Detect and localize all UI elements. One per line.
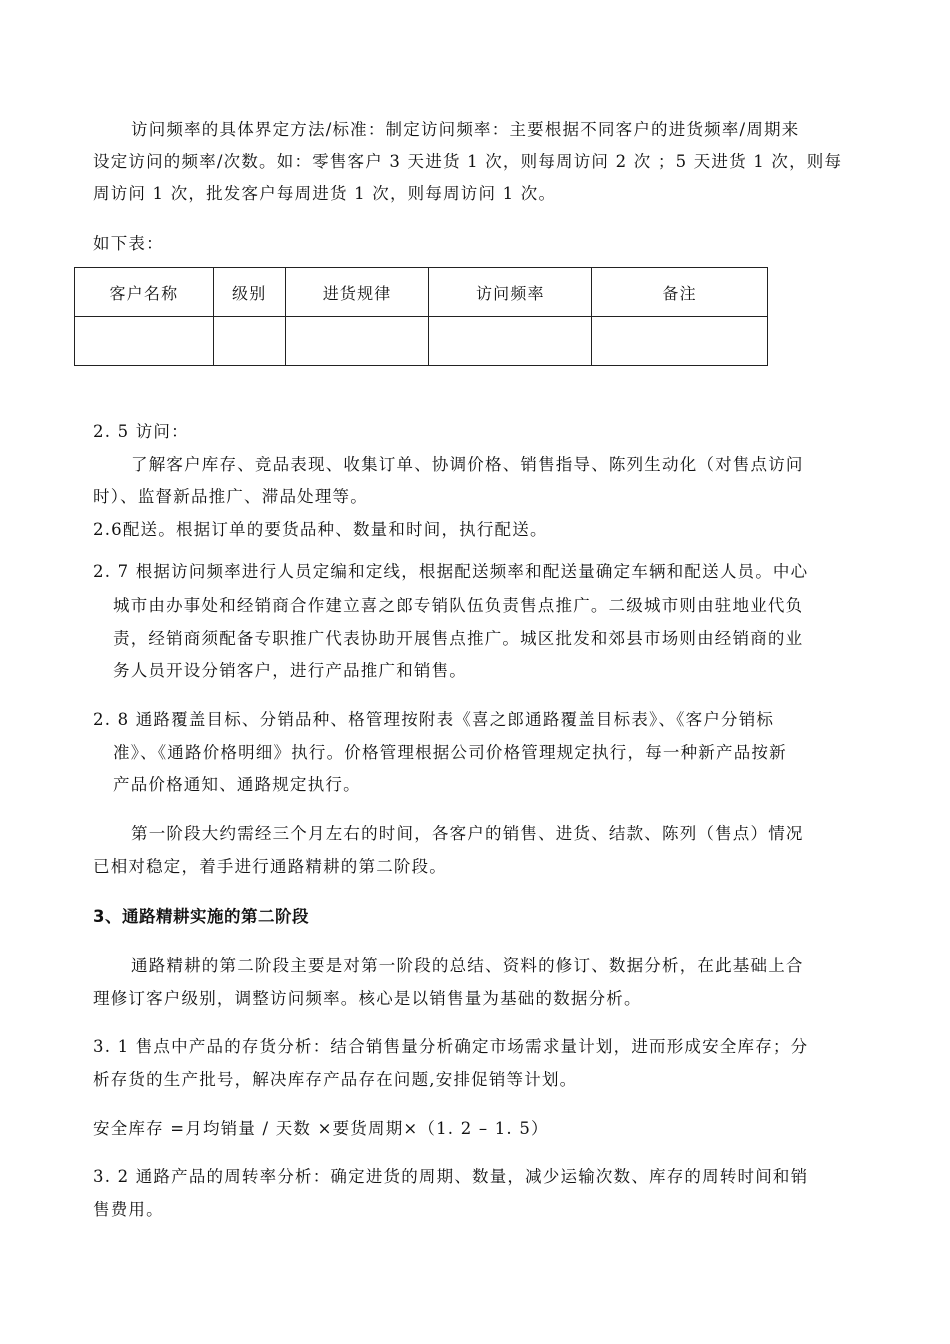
- section-2-8-line-2: 准》、《通路价格明细》执行。价格管理根据公司价格管理规定执行，每一种新产品按新: [113, 743, 787, 762]
- header-level: 级别: [213, 268, 285, 317]
- safety-stock-formula: 安全库存 =月均销量 / 天数 ×要货周期×（1. 2 – 1. 5）: [93, 1119, 549, 1138]
- section-3-intro-line-1: 通路精耕的第二阶段主要是对第一阶段的总结、资料的修订、数据分析，在此基础上合: [131, 956, 804, 975]
- section-3-1-line-1: 3. 1 售点中产品的存货分析：结合销售量分析确定市场需求量计划，进而形成安全库存；分: [93, 1037, 809, 1056]
- section-2-7-line-4: 务人员开设分销客户，进行产品推广和销售。: [113, 661, 467, 680]
- section-3-heading: 3、通路精耕实施的第二阶段: [93, 907, 309, 926]
- table-cell: [75, 317, 214, 366]
- section-2-7-line-3: 责，经销商须配备专职推广代表协助开展售点推广。城区批发和郊县市场则由经销商的业: [113, 629, 804, 648]
- stage-1-summary-line-1: 第一阶段大约需经三个月左右的时间，各客户的销售、进货、结款、陈列（售点）情况: [131, 824, 804, 843]
- header-visit-frequency: 访问频率: [429, 268, 592, 317]
- section-2-8-line-1: 2. 8 通路覆盖目标、分销品种、格管理按附表《喜之郎通路覆盖目标表》、《客户分销标: [93, 710, 775, 729]
- table-cell: [592, 317, 768, 366]
- section-2-5-line-2: 时）、监督新品推广、滞品处理等。: [93, 487, 368, 506]
- stage-1-summary-line-2: 已相对稳定，着手进行通路精耕的第二阶段。: [93, 857, 447, 876]
- section-2-7-line-1: 2. 7 根据访问频率进行人员定编和定线，根据配送频率和配送量确定车辆和配送人员。中心: [93, 562, 809, 581]
- section-2-8-line-3: 产品价格通知、通路规定执行。: [113, 775, 361, 794]
- paragraph-visit-frequency-line-2: 设定访问的频率/次数。如：零售客户 3 天进货 1 次，则每周访问 2 次 ；5 天进货 1 次，则每: [93, 152, 843, 171]
- section-3-2-line-1: 3. 2 通路产品的周转率分析：确定进货的周期、数量，减少运输次数、库存的周转时间和销: [93, 1167, 809, 1186]
- table-row: [75, 317, 768, 366]
- customer-table: [74, 267, 768, 366]
- paragraph-visit-frequency-line-3: 周访问 1 次，批发客户每周进货 1 次，则每周访问 1 次。: [93, 184, 557, 203]
- section-2-7-line-2: 城市由办事处和经销商合作建立喜之郎专销队伍负责售点推广。二级城市则由驻地业代负: [113, 596, 804, 615]
- paragraph-visit-frequency-line-1: 访问频率的具体界定方法/标准：制定访问频率：主要根据不同客户的进货频率/周期来: [131, 120, 800, 139]
- section-3-1-line-2: 析存货的生产批号，解决库存产品存在问题,安排促销等计划。: [93, 1070, 578, 1089]
- header-customer-name: 客户名称: [75, 268, 214, 317]
- header-purchase-pattern: 进货规律: [285, 268, 429, 317]
- table-intro: 如下表：: [93, 234, 164, 253]
- header-remarks: 备注: [592, 268, 768, 317]
- section-3-2-line-2: 售费用。: [93, 1200, 164, 1219]
- section-2-6: 2.6配送。根据订单的要货品种、数量和时间，执行配送。: [93, 520, 548, 539]
- section-3-intro-line-2: 理修订客户级别，调整访问频率。核心是以销售量为基础的数据分析。: [93, 989, 642, 1008]
- table-header-row: [75, 268, 768, 317]
- section-2-5-line-1: 了解客户库存、竞品表现、收集订单、协调价格、销售指导、陈列生动化（对售点访问: [131, 455, 804, 474]
- table-cell: [429, 317, 592, 366]
- section-2-5-title: 2. 5 访问：: [93, 422, 189, 441]
- table-cell: [285, 317, 429, 366]
- table-cell: [213, 317, 285, 366]
